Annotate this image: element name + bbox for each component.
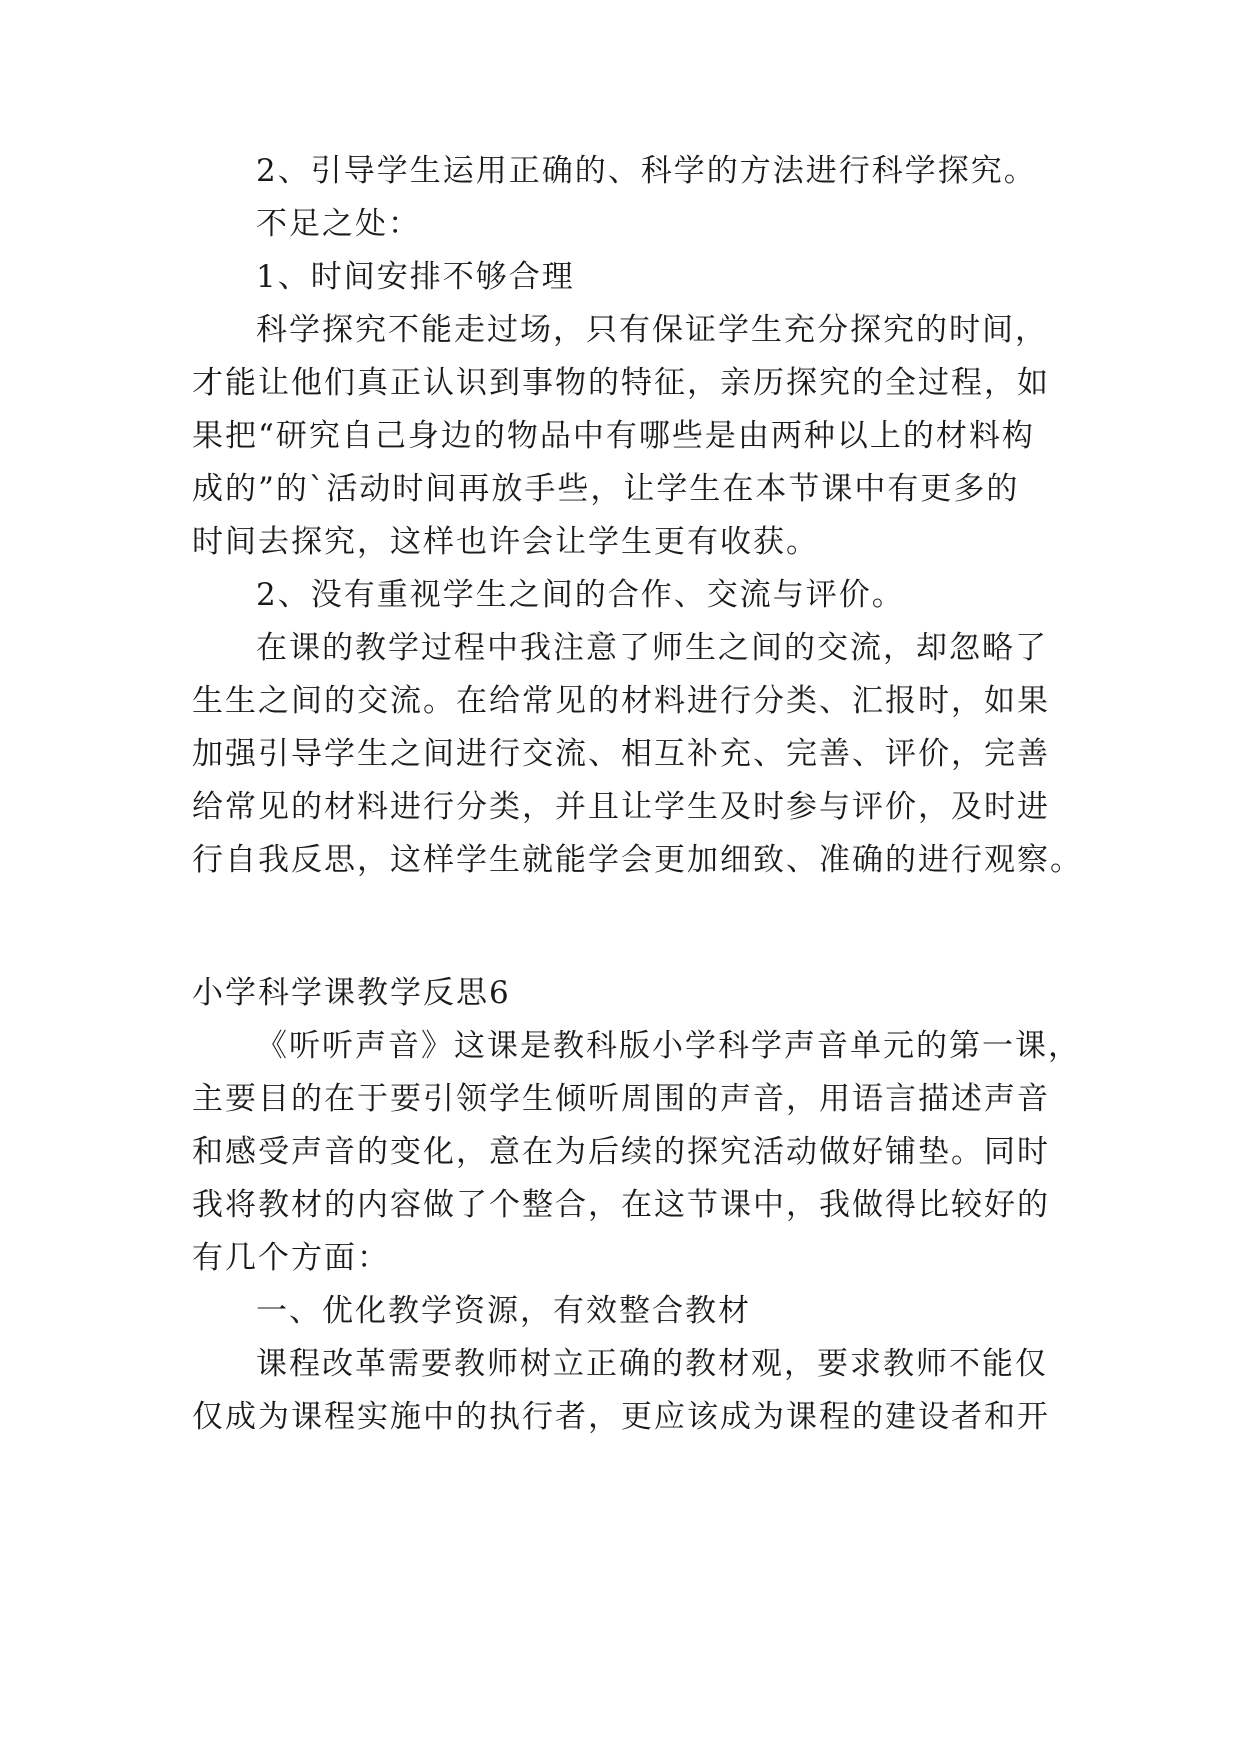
text-line: 2、没有重视学生之间的合作、交流与评价。	[256, 577, 905, 613]
text-line: 不足之处：	[256, 206, 421, 242]
text-line: 果把“研究自己身边的物品中有哪些是由两种以上的材料构	[192, 418, 1035, 454]
text-line: 科学探究不能走过场，只有保证学生充分探究的时间，	[256, 312, 1048, 348]
text-line: 《听听声音》这课是教科版小学科学声音单元的第一课，	[256, 1028, 1081, 1064]
text-line: 在课的教学过程中我注意了师生之间的交流，却忽略了	[256, 630, 1048, 666]
text-line: 主要目的在于要引领学生倾听周围的声音，用语言描述声音	[192, 1081, 1050, 1117]
text-line: 有几个方面：	[192, 1240, 390, 1276]
text-line: 2、引导学生运用正确的、科学的方法进行科学探究。	[256, 153, 1037, 189]
text-line: 加强引导学生之间进行交流、相互补充、完善、评价，完善	[192, 736, 1050, 772]
section-heading: 小学科学课教学反思6	[192, 975, 511, 1011]
text-line: 一、优化教学资源，有效整合教材	[256, 1293, 751, 1329]
text-line: 1、时间安排不够合理	[256, 259, 575, 295]
text-line: 课程改革需要教师树立正确的教材观，要求教师不能仅	[256, 1346, 1048, 1382]
text-line: 才能让他们真正认识到事物的特征，亲历探究的全过程，如	[192, 365, 1050, 401]
text-line: 时间去探究，这样也许会让学生更有收获。	[192, 524, 819, 560]
text-line: 仅成为课程实施中的执行者，更应该成为课程的建设者和开	[192, 1399, 1050, 1435]
text-line: 生生之间的交流。在给常见的材料进行分类、汇报时，如果	[192, 683, 1050, 719]
text-line: 成的”的`活动时间再放手些，让学生在本节课中有更多的	[192, 471, 1020, 507]
text-line: 和感受声音的变化，意在为后续的探究活动做好铺垫。同时	[192, 1134, 1050, 1170]
text-line: 行自我反思，这样学生就能学会更加细致、准确的进行观察。	[192, 842, 1083, 878]
text-line: 给常见的材料进行分类，并且让学生及时参与评价，及时进	[192, 789, 1050, 825]
text-line: 我将教材的内容做了个整合，在这节课中，我做得比较好的	[192, 1187, 1050, 1223]
